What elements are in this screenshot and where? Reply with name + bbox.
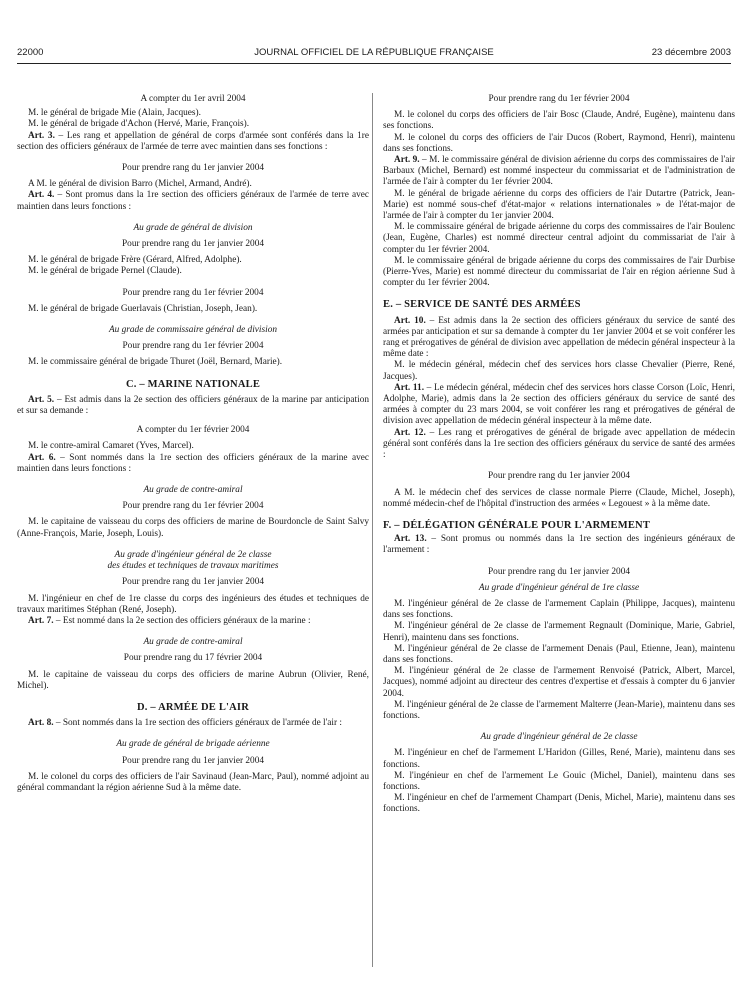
page-header <box>17 47 731 63</box>
appointment-entry: M. le général de brigade Frère (Gérard, Alfred, Adolphe). <box>28 255 242 266</box>
appointment-entry: M. le commissaire général de brigade aérienne du corps des commissaires de l'air Durbise (Pierre-Yves, Marie) est nommé directeur du commissariat de l'air en région aérienne Sud à compter du 1er février 2004. <box>383 255 735 289</box>
article-text: – Est nommé dans la 2e section des officiers généraux de la marine : <box>53 615 311 626</box>
appointment-entry: M. le colonel du corps des officiers de l'air Savinaud (Jean-Marc, Paul), nommé adjoint au général commandant la région aérienne Sud à la même date. <box>17 771 369 793</box>
article-13 <box>383 534 735 556</box>
page-number: 22000 <box>17 47 44 58</box>
rank-date-line: Pour prendre rang du 1er janvier 2004 <box>122 163 264 174</box>
appointment-entry: M. le général de brigade Mie (Alain, Jacques). <box>28 108 201 119</box>
article-3 <box>17 131 369 153</box>
article-6 <box>17 453 369 475</box>
article-8 <box>17 718 369 729</box>
grade-heading: Au grade d'ingénieur général de 2e classe <box>114 549 272 560</box>
appointment-entry: M. l'ingénieur en chef de l'armement Le Gouic (Michel, Daniel), maintenu dans ses fonctions. <box>383 770 735 792</box>
article-label: Art. 9. <box>394 155 420 166</box>
article-text: – Est admis dans la 2e section des officiers généraux du service de santé des armées par anticipation et sur sa demande à compter du 1er janvier 2004 et se voit conférer les rang et prérogatives de général de division avec appellation de médecin général inspecteur à la même date : <box>383 315 735 360</box>
article-5 <box>17 395 369 417</box>
grade-heading: Au grade d'ingénieur général de 1re classe <box>478 582 640 593</box>
article-label: Art. 8. <box>28 718 54 729</box>
appointment-entry: M. l'ingénieur en chef de l'armement L'Haridon (Gilles, René, Marie), maintenu dans ses fonctions. <box>383 748 735 770</box>
appointment-entry: M. le commissaire général de brigade aérienne du corps des commissaires de l'air Boulenc (Jean, Eugène, Charles) est nommé directeur central adjoint du commissariat de l'air à compter du 1er février 2004. <box>383 222 735 255</box>
article-label: Art. 4. <box>28 190 55 201</box>
appointment-entry: A M. le médecin chef des services de classe normale Pierre (Claude, Michel, Joseph), nommé médecin-chef de l'hôpital d'instruction des armées « Legouest » à la même date. <box>383 487 735 509</box>
article-text: – Les rang et prérogatives de général de brigade avec appellation de médecin général sont conférés dans la 1re section des officiers généraux du service de santé des armées : <box>383 427 735 461</box>
article-label: Art. 3. <box>28 130 55 141</box>
article-text: – M. le commissaire général de division aérienne du corps des commissaires de l'air Barbaux (Michel, Bernard) est nommé inspecteur du commissariat et de l'administration de l'armée de l'air à compter du 1er février 2004. <box>383 155 735 188</box>
grade-heading-subline: des études et techniques de travaux maritimes <box>107 561 279 572</box>
appointment-entry: M. l'ingénieur général de 2e classe de l'armement Renvoisé (Patrick, Albert, Marcel, Jacques), nommé adjoint au directeur des centres d'expertise et d'essais à compter du 6 janvier 2004. <box>383 666 735 699</box>
grade-heading: Au grade de commissaire général de division <box>108 325 277 336</box>
appointment-entry: M. le capitaine de vaisseau du corps des officiers de marine de Bourdoncle de Saint Salvy (Anne-François, Marie, Joseph, Louis). <box>17 517 369 539</box>
issue-date: 23 décembre 2003 <box>651 47 731 58</box>
article-label: Art. 10. <box>394 315 426 326</box>
appointment-entry: M. l'ingénieur général de 2e classe de l'armement Caplain (Philippe, Jacques), maintenu dans ses fonctions. <box>383 598 735 621</box>
appointment-entry: M. l'ingénieur général de 2e classe de l'armement Malterre (Jean-Marie), maintenu dans ses fonctions. <box>383 699 735 721</box>
grade-heading: Au grade de contre-amiral <box>143 637 243 648</box>
column-divider <box>372 93 373 967</box>
journal-title: JOURNAL OFFICIEL DE LA RÉPUBLIQUE FRANÇAISE <box>254 47 494 58</box>
article-10 <box>383 316 735 361</box>
rank-date-line: Pour prendre rang du 1er février 2004 <box>122 501 264 512</box>
grade-heading: Au grade d'ingénieur général de 2e classe <box>480 732 638 743</box>
article-label: Art. 13. <box>394 534 427 545</box>
article-text: – Sont nommés dans la 1re section des officiers généraux de l'armée de l'air : <box>53 718 343 729</box>
rank-date-line: Pour prendre rang du 1er février 2004 <box>122 287 264 298</box>
article-4 <box>17 190 369 212</box>
appointment-entry: A M. le général de division Barro (Michel, Armand, André). <box>28 179 252 190</box>
left-column <box>17 94 369 794</box>
section-heading-e: E. – SERVICE DE SANTÉ DES ARMÉES <box>383 299 581 311</box>
rank-date-line: Pour prendre rang du 1er janvier 2004 <box>488 566 630 577</box>
rank-date-line: Pour prendre rang du 1er février 2004 <box>122 341 264 352</box>
rank-date-line: Pour prendre rang du 1er janvier 2004 <box>488 471 630 482</box>
article-text: – Sont promus ou nommés dans la 1re section des ingénieurs généraux de l'armement : <box>383 534 735 556</box>
article-12 <box>383 428 735 462</box>
effective-date-line: A compter du 1er février 2004 <box>136 425 250 436</box>
appointment-entry: M. le colonel du corps des officiers de l'air Bosc (Claude, André, Eugène), maintenu dans ses fonctions. <box>383 110 735 132</box>
appointment-entry: M. le général de brigade aérienne du corps des officiers de l'air Dutartre (Patrick, Jean-Marie) est nommé sous-chef d'état-major « relations internationales » de l'état-major de l'armée de l'air à compter du 1er janvier 2004. <box>383 188 735 222</box>
rank-date-line: Pour prendre rang du 1er janvier 2004 <box>122 577 264 588</box>
appointment-entry: M. le médecin général, médecin chef des services hors classe Chevalier (Pierre, René, Jacques). <box>383 360 735 382</box>
article-text: – Est admis dans la 2e section des officiers généraux de la marine par anticipation et sur sa demande : <box>17 394 370 417</box>
article-label: Art. 11. <box>394 382 425 393</box>
effective-date-line: A compter du 1er avril 2004 <box>140 94 246 104</box>
appointment-entry: M. le général de brigade Guerlavais (Christian, Joseph, Jean). <box>28 303 258 314</box>
article-text: – Sont promus dans la 1re section des officiers généraux de l'armée de terre avec maintien dans leurs fonctions : <box>17 190 369 212</box>
rank-date-line: Pour prendre rang du 17 février 2004 <box>123 653 263 664</box>
article-text: – Le médecin général, médecin chef des services hors classe Corson (Loïc, Henri, Adolphe, Marie), admis dans la 2e section des officiers généraux du service de santé des armées à compter du 23 mars 2004, se voit conférer les rang et prérogatives de général de division avec appellation de médecin général inspecteur à la même date. <box>383 382 735 427</box>
grade-heading: Au grade de contre-amiral <box>143 485 243 496</box>
appointment-entry: M. le capitaine de vaisseau du corps des officiers de marine Aubrun (Olivier, René, Michel). <box>17 669 369 691</box>
section-heading-f: F. – DÉLÉGATION GÉNÉRALE POUR L'ARMEMENT <box>383 519 651 531</box>
section-heading-c: C. – MARINE NATIONALE <box>125 378 261 390</box>
article-11 <box>383 383 735 428</box>
article-label: Art. 7. <box>28 615 54 626</box>
article-label: Art. 6. <box>28 452 56 463</box>
article-text: – Les rang et appellation de général de corps d'armée sont conférés dans la 1re section des officiers généraux de l'armée de terre avec maintien dans ses fonctions : <box>17 130 369 152</box>
right-column <box>383 94 735 816</box>
appointment-entry: M. l'ingénieur général de 2e classe de l'armement Regnault (Dominique, Marie, Gabriel, Henri), maintenu dans ses fonctions. <box>383 621 735 643</box>
appointment-entry: M. le général de brigade Pernel (Claude). <box>28 266 182 277</box>
appointment-entry: M. le commissaire général de brigade Thuret (Joël, Bernard, Marie). <box>28 357 283 368</box>
rank-date-line: Pour prendre rang du 1er janvier 2004 <box>122 239 264 250</box>
grade-heading: Au grade de général de division <box>133 222 253 233</box>
appointment-entry: M. l'ingénieur en chef de 1re classe du corps des ingénieurs des études et techniques de travaux maritimes Stéphan (René, Joseph). <box>17 593 369 615</box>
grade-heading: Au grade de général de brigade aérienne <box>116 739 270 750</box>
appointment-entry: M. le contre-amiral Camaret (Yves, Marcel). <box>28 441 194 452</box>
rank-date-line: Pour prendre rang du 1er février 2004 <box>488 94 630 104</box>
article-text: – Sont nommés dans la 1re section des officiers généraux de la marine avec maintien dans leurs fonctions : <box>17 452 369 474</box>
appointment-entry: M. le colonel du corps des officiers de l'air Ducos (Robert, Raymond, Henri), maintenu dans ses fonctions. <box>383 132 735 154</box>
article-label: Art. 5. <box>28 394 55 405</box>
appointment-entry: M. le général de brigade d'Achon (Hervé, Marie, François). <box>28 119 250 130</box>
section-heading-d: D. – ARMÉE DE L'AIR <box>136 701 250 713</box>
article-label: Art. 12. <box>394 427 426 438</box>
article-9 <box>383 155 735 189</box>
article-7 <box>17 616 369 627</box>
rank-date-line: Pour prendre rang du 1er janvier 2004 <box>122 755 264 766</box>
appointment-entry: M. l'ingénieur en chef de l'armement Champart (Denis, Michel, Marie), maintenu dans ses fonctions. <box>383 793 735 815</box>
header-rule <box>17 63 731 64</box>
appointment-entry: M. l'ingénieur général de 2e classe de l'armement Denais (Paul, Etienne, Jean), maintenu dans ses fonctions. <box>383 643 735 665</box>
